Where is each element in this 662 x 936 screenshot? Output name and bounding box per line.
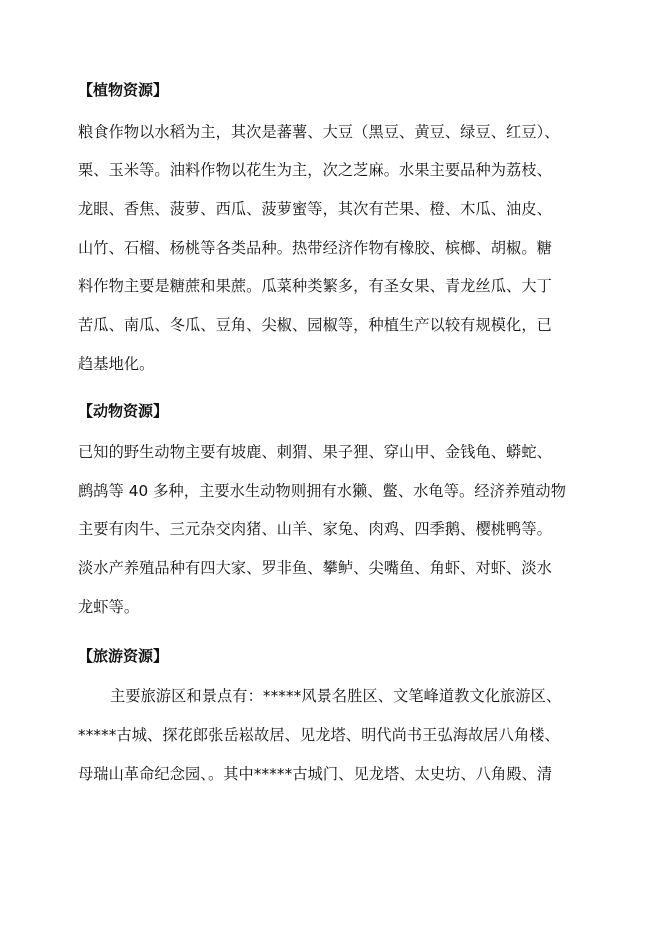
plants-line-7: 趋基地化。 [78,355,155,373]
plants-line-2: 栗、玉米等。油料作物以花生为主，次之芝麻。水果主要品种为荔枝、 [78,161,552,179]
plants-line-5: 料作物主要是糖蔗和果蔗。瓜菜种类繁多，有圣女果、青龙丝瓜、大丁 [78,277,552,295]
tourism-line-2: *****古城、探花郎张岳崧故居、见龙塔、明代尚书王弘海故居八角楼、 [78,726,560,744]
animals-line-1: 已知的野生动物主要有坡鹿、刺猬、果子狸、穿山甲、金钱龟、蟒蛇、 [78,443,552,461]
plants-line-3: 龙眼、香焦、菠萝、西瓜、菠萝蜜等，其次有芒果、橙、木瓜、油皮、 [78,200,552,218]
animals-line-3: 主要有肉牛、三元杂交肉猪、山羊、家兔、肉鸡、四季鹅、樱桃鸭等。 [78,520,552,538]
heading-tourism-resources: 【旅游资源】 [78,647,169,665]
animals-line-4: 淡水产养殖品种有四大家、罗非鱼、攀鲈、尖嘴鱼、角虾、对虾、淡水 [78,559,552,577]
plants-line-4: 山竹、石榴、杨桃等各类品种。热带经济作物有橡胶、槟榔、胡椒。糖 [78,239,552,257]
tourism-line-3: 母瑞山革命纪念园、。其中*****古城门、见龙塔、太史坊、八角殿、清 [78,765,553,783]
heading-plant-resources: 【植物资源】 [78,81,169,99]
tourism-line-1: 主要旅游区和景点有：*****风景名胜区、文笔峰道教文化旅游区、 [110,687,562,705]
animals-line-5: 龙虾等。 [78,598,140,616]
plants-line-6: 苦瓜、南瓜、冬瓜、豆角、尖椒、园椒等，种植生产以较有规模化，已 [78,316,552,334]
plants-line-1: 粮食作物以水稻为主，其次是蕃薯、大豆（黑豆、黄豆、绿豆、红豆）、 [78,123,560,141]
animals-line-2: 鹧鸪等 40 多种，主要水生动物则拥有水獭、鳖、水龟等。经济养殖动物 [78,482,567,500]
heading-animal-resources: 【动物资源】 [78,402,169,420]
